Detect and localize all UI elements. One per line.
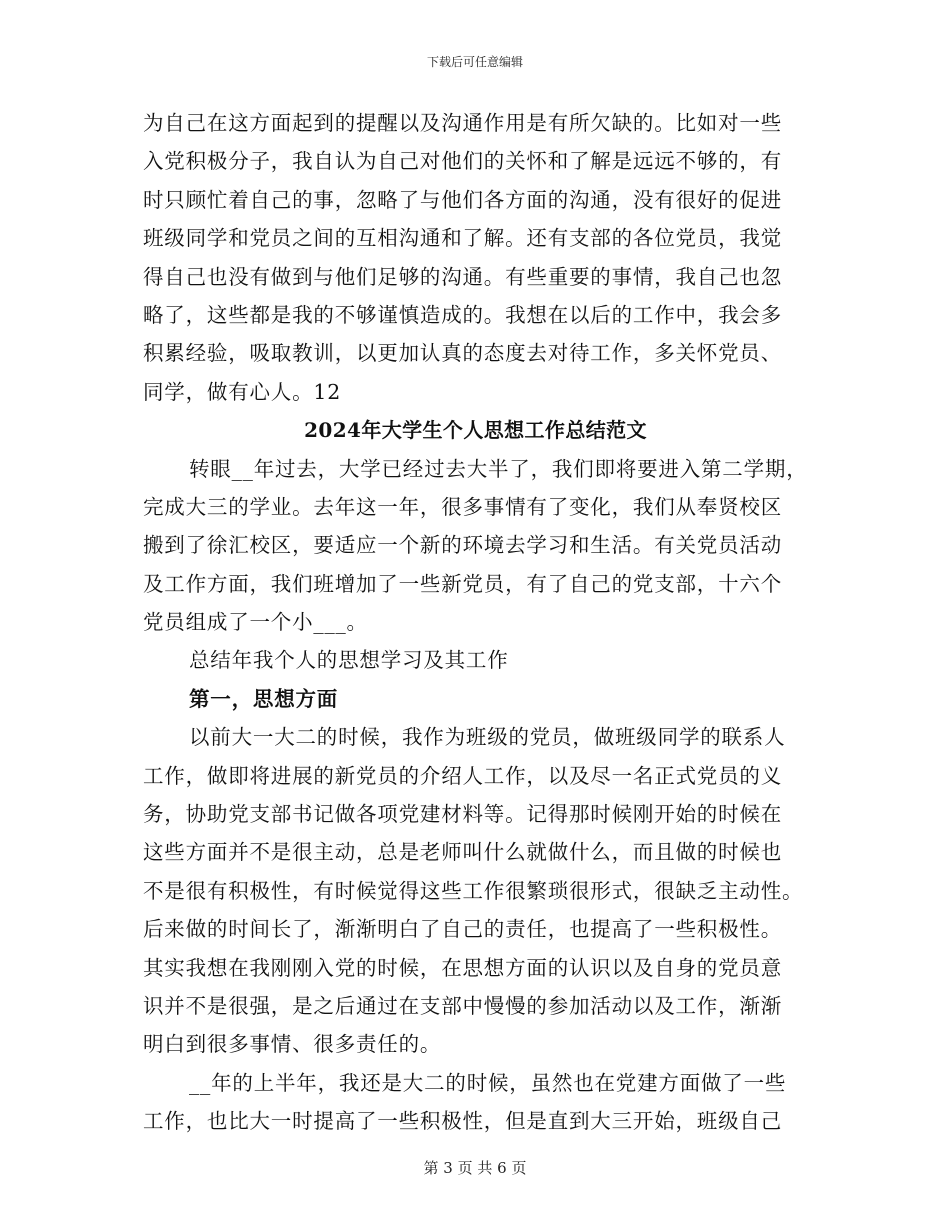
body-line: 为自己在这方面起到的提醒以及沟通作用是有所欠缺的。比如对一些 xyxy=(143,111,782,135)
body-line: 得自己也没有做到与他们足够的沟通。有些重要的事情，我自己也忽 xyxy=(143,264,782,289)
body-line: 其实我想在我刚刚入党的时候，在思想方面的认识以及自身的党员意 xyxy=(143,955,782,980)
body-line: 这些方面并不是很主动，总是老师叫什么就做什么，而且做的时候也 xyxy=(143,840,782,865)
body-line: 略了，这些都是我的不够谨慎造成的。我想在以后的工作中，我会多 xyxy=(143,302,782,327)
body-line: 积累经验，吸取教训，以更加认真的态度去对待工作，多关怀党员、 xyxy=(143,341,782,366)
body-line: 识并不是很强，是之后通过在支部中慢慢的参加活动以及工作，渐渐 xyxy=(143,993,782,1018)
page-header: 下载后可任意编辑 xyxy=(426,55,523,69)
body-line: 完成大三的学业。去年这一年，很多事情有了变化，我们从奉贤校区 xyxy=(143,494,782,519)
body-line: 党员组成了一个小___。 xyxy=(143,610,368,635)
document-body xyxy=(143,104,808,1141)
body-line: 同学，做有心人。12 xyxy=(143,379,342,404)
body-line: 工作，做即将进展的新党员的介绍人工作，以及尽一名正式党员的义 xyxy=(143,763,782,788)
body-line: 转眼__年过去，大学已经过去大半了，我们即将要进入第二学期， xyxy=(189,456,808,481)
subsection-heading: 第一，思想方面 xyxy=(189,686,339,711)
body-line: 及工作方面，我们班增加了一些新党员，有了自己的党支部，十六个 xyxy=(143,571,782,596)
section-title: 2024年大学生个人思想工作总结范文 xyxy=(304,418,647,443)
body-line: 后来做的时间长了，渐渐明白了自己的责任，也提高了一些积极性。 xyxy=(143,917,782,942)
body-line: 以前大一大二的时候，我作为班级的党员，做班级同学的联系人 xyxy=(189,725,786,750)
body-line: 不是很有积极性，有时候觉得这些工作很繁琐很形式，很缺乏主动性。 xyxy=(143,878,804,903)
body-line: 时只顾忙着自己的事，忽略了与他们各方面的沟通，没有很好的促进 xyxy=(143,187,782,212)
body-line: 工作，也比大一时提高了一些积极性，但是直到大三开始，班级自己 xyxy=(143,1109,782,1134)
body-line: 总结年我个人的思想学习及其工作 xyxy=(189,648,509,673)
body-line: 搬到了徐汇校区，要适应一个新的环境去学习和生活。有关党员活动 xyxy=(143,533,782,558)
body-line: 明白到很多事情、很多责任的。 xyxy=(143,1032,442,1057)
body-line: 入党积极分子，我自认为自己对他们的关怀和了解是远远不够的，有 xyxy=(143,149,782,174)
body-line: __年的上半年，我还是大二的时候，虽然也在党建方面做了一些 xyxy=(189,1070,787,1095)
page-footer: 第 3 页 共 6 页 xyxy=(423,1159,527,1177)
body-line: 务，协助党支部书记做各项党建材料等。记得那时候刚开始的时候在 xyxy=(143,802,782,827)
body-line: 班级同学和党员之间的互相沟通和了解。还有支部的各位党员，我觉 xyxy=(143,226,782,251)
